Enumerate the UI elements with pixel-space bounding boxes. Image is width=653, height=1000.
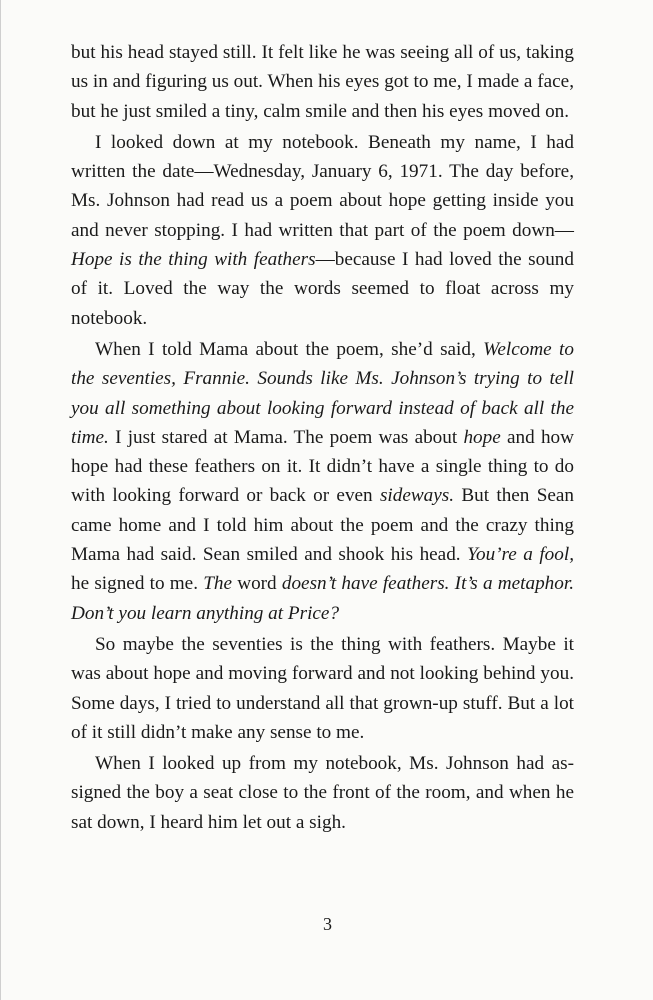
italic-text: doesn’t have feathers. It’s a metaphor. Don’t you learn anything at Price?: [71, 573, 575, 624]
page-number: 3: [323, 914, 332, 934]
text-segment: When I told Mama about the poem, she’d said,: [95, 338, 484, 360]
paragraph: [71, 128, 574, 333]
italic-text: Welcome to the seventies, Frannie. Sounds like Ms. Johnson’s trying to tell you all something about looking forward instead of back all the time.: [71, 338, 574, 448]
paragraph: [71, 749, 574, 837]
paragraph: [71, 38, 574, 126]
text-segment: —because I had loved the sound of it. Loved the way the words seemed to float across my notebook.: [71, 249, 574, 329]
text-segment: but his head stayed still. It felt like he was seeing all of us, taking us in and figuring us out. When his eyes got to me, I made a face, but he just smiled a tiny, calm smile and then his eyes moved on.: [71, 42, 574, 122]
italic-text: sideways.: [379, 485, 455, 507]
text-segment: and how hope had these feathers on it. It didn’t have a single thing to do with looking forward or back or even: [71, 426, 575, 507]
text-segment: he signed to me.: [71, 573, 204, 595]
text-segment: I just stared at Mama. The poem was about: [108, 426, 464, 448]
text-segment: I looked down at my notebook. Beneath my name, I had written the date—Wednesday, January 6, 1971. The day before, Ms. Johnson had read us a poem about hope getting inside you and never stopping. I had written that part of the poem down—: [71, 131, 574, 241]
paragraph: [71, 335, 574, 628]
body-text: [71, 38, 574, 839]
italic-text: Hope is the thing with feathers: [71, 249, 316, 271]
italic-text: You’re a fool,: [467, 544, 574, 566]
paragraph: [71, 630, 574, 747]
italic-text: hope: [463, 426, 501, 448]
text-segment: When I looked up from my notebook, Ms. Johnson had assigned the boy a seat close to the front of the room, and when he sat down, I heard him let out a sigh.: [71, 753, 574, 833]
italic-text: The: [203, 573, 232, 595]
text-segment: So maybe the seventies is the thing with feathers. Maybe it was about hope and moving forward and not looking behind you. Some days, I tried to understand all that grown-up stuff. But a lot of it still didn’t make any sense to me.: [71, 633, 574, 743]
text-segment: But then Sean came home and I told him about the poem and the crazy thing Mama had said. Sean smiled and shook his head.: [71, 485, 574, 566]
text-segment: word: [232, 573, 282, 595]
